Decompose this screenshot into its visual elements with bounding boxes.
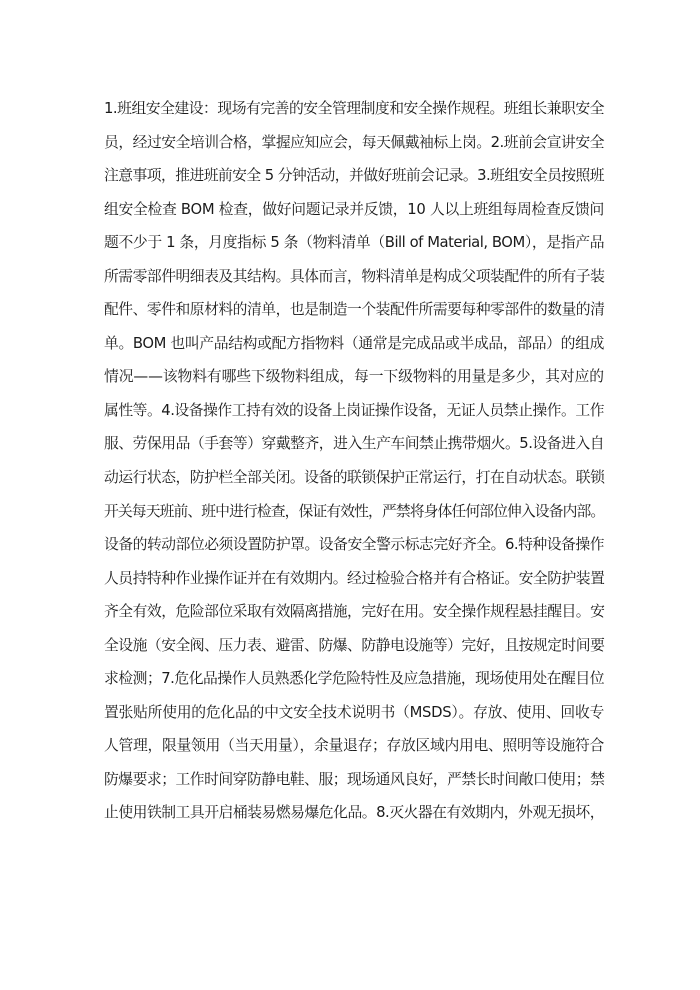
text-line: 齐全有效，危险部位采取有效隔离措施，完好在用。安全操作规程悬挂醒目。安 (104, 603, 605, 621)
text-line: 服、劳保用品（手套等）穿戴整齐，进入生产车间禁止携带烟火。5.设备进入自 (104, 435, 604, 453)
text-line: 止使用铁制工具开启桶装易燃易爆危化品。8.灭火器在有效期内，外观无损坏， (104, 804, 604, 822)
text-line: 置张贴所使用的危化品的中文安全技术说明书（MSDS）。存放、使用、回收专 (104, 703, 604, 721)
text-line: 题不少于 1 条，月度指标 5 条（物料清单（Bill of Material, BOM），是指产品 (104, 234, 604, 252)
document-body (104, 92, 604, 830)
text-line: 开关每天班前、班中进行检查，保证有效性，严禁将身体任何部位伸入设备内部。 (104, 502, 605, 520)
text-line: 配件、零件和原材料的清单，也是制造一个装配件所需要每种零部件的数量的清 (104, 301, 605, 319)
text-line: 情况——该物料有哪些下级物料组成，每一下级物料的用量是多少，其对应的 (104, 368, 604, 386)
text-line: 设备的转动部位必须设置防护罩。设备安全警示标志完好齐全。6.特种设备操作 (104, 536, 604, 554)
text-line: 求检测；7.危化品操作人员熟悉化学危险特性及应急措施，现场使用处在醒目位 (104, 670, 604, 688)
text-line: 全设施（安全阀、压力表、避雷、防爆、防静电设施等）完好，且按规定时间要 (104, 636, 605, 654)
text-line: 所需零部件明细表及其结构。具体而言，物料清单是构成父项装配件的所有子装 (104, 267, 605, 285)
text-line: 单。BOM 也叫产品结构或配方指物料（通常是完成品或半成品，部品）的组成 (104, 334, 604, 352)
text-line: 员，经过安全培训合格，掌握应知应会，每天佩戴袖标上岗。2.班前会宣讲安全 (104, 133, 604, 151)
text-line: 人员持特种作业操作证并在有效期内。经过检验合格并有合格证。安全防护装置 (104, 569, 605, 587)
text-line: 防爆要求；工作时间穿防静电鞋、服；现场通风良好，严禁长时间敞口使用；禁 (104, 770, 605, 788)
text-line: 1.班组安全建设：现场有完善的安全管理制度和安全操作规程。班组长兼职安全 (104, 100, 604, 117)
text-line: 组安全检查 BOM 检查，做好问题记录并反馈，10 人以上班组每周检查反馈问 (104, 200, 604, 218)
text-line: 注意事项，推进班前安全 5 分钟活动，并做好班前会记录。3.班组安全员按照班 (104, 167, 604, 185)
text-line: 人管理，限量领用（当天用量），余量退存；存放区域内用电、照明等设施符合 (104, 737, 604, 755)
text-line: 动运行状态，防护栏全部关闭。设备的联锁保护正常运行，打在自动状态。联锁 (104, 469, 605, 487)
text-line: 属性等。4.设备操作工持有效的设备上岗证操作设备，无证人员禁止操作。工作 (104, 401, 604, 419)
